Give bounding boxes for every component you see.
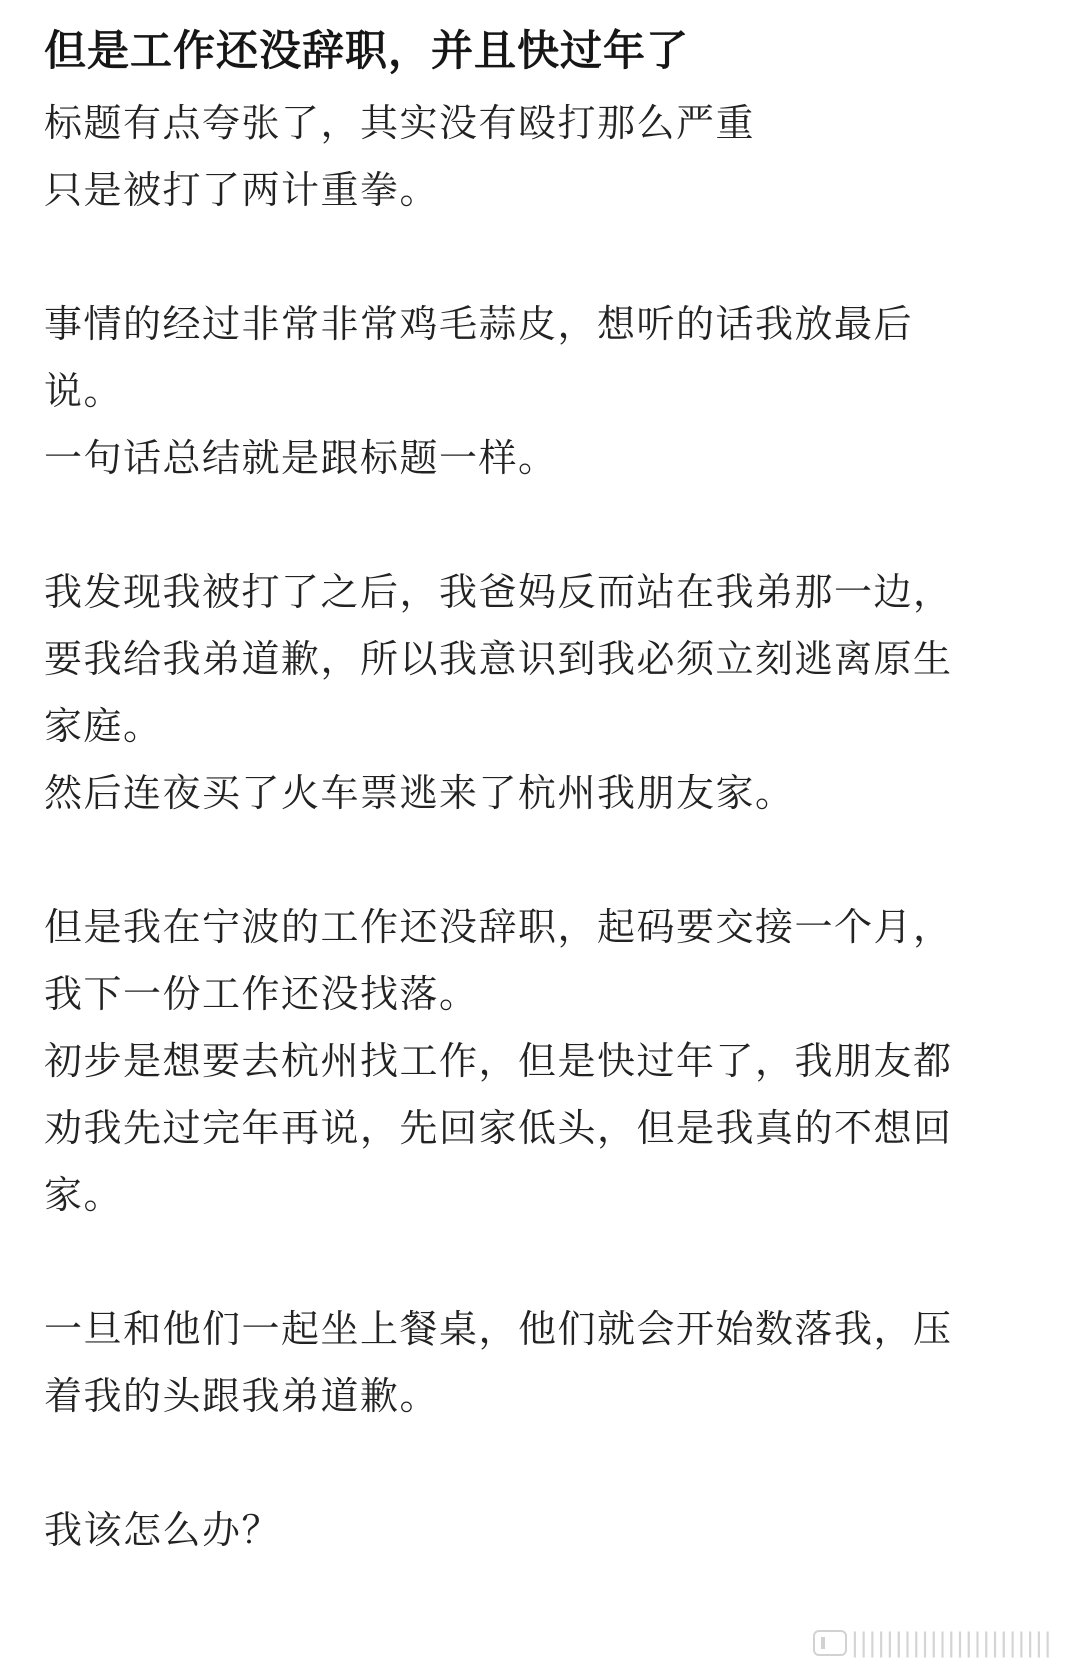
paragraph-6 xyxy=(44,1497,1044,1564)
paragraph-gap xyxy=(44,1229,1044,1296)
post-title: 但是工作还没辞职，并且快过年了 xyxy=(44,26,690,75)
paragraph-4 xyxy=(44,894,1044,1229)
text-line: 劝我先过完年再说，先回家低头，但是我真的不想回 xyxy=(44,1106,953,1150)
text-line: 然后连夜买了火车票逃来了杭州我朋友家。 xyxy=(44,771,795,815)
post-body xyxy=(44,18,1044,1564)
text-line: 着我的头跟我弟道歉。 xyxy=(44,1374,440,1418)
text-line: 家。 xyxy=(44,1173,124,1217)
watermark-text: ||||||||||||||||||||||| xyxy=(850,1628,1052,1658)
watermark-logo-icon xyxy=(813,1630,847,1656)
paragraph-2 xyxy=(44,291,1044,492)
text-line: 要我给我弟道歉，所以我意识到我必须立刻逃离原生 xyxy=(44,637,953,681)
text-line: 初步是想要去杭州找工作，但是快过年了，我朋友都 xyxy=(44,1039,953,1083)
text-line: 我发现我被打了之后，我爸妈反而站在我弟那一边， xyxy=(44,570,953,614)
text-line: 事情的经过非常非常鸡毛蒜皮，想听的话我放最后 xyxy=(44,302,914,346)
text-line: 我下一份工作还没找落。 xyxy=(44,972,479,1016)
text-line: 但是我在宁波的工作还没辞职，起码要交接一个月， xyxy=(44,905,953,949)
text-line: 一句话总结就是跟标题一样。 xyxy=(44,436,558,480)
watermark xyxy=(813,1628,1052,1658)
paragraph-1 xyxy=(44,90,1044,224)
paragraph-gap xyxy=(44,492,1044,559)
text-line: 说。 xyxy=(44,369,124,413)
text-line: 只是被打了两计重拳。 xyxy=(44,168,440,212)
text-line: 一旦和他们一起坐上餐桌，他们就会开始数落我，压 xyxy=(44,1307,953,1351)
paragraph-5 xyxy=(44,1296,1044,1430)
closing-question: 我该怎么办？ xyxy=(44,1508,282,1552)
paragraph-gap xyxy=(44,224,1044,291)
paragraph-gap xyxy=(44,827,1044,894)
text-line: 标题有点夸张了，其实没有殴打那么严重 xyxy=(44,101,756,145)
paragraph-gap xyxy=(44,1430,1044,1497)
text-line: 家庭。 xyxy=(44,704,163,748)
paragraph-3 xyxy=(44,559,1044,827)
